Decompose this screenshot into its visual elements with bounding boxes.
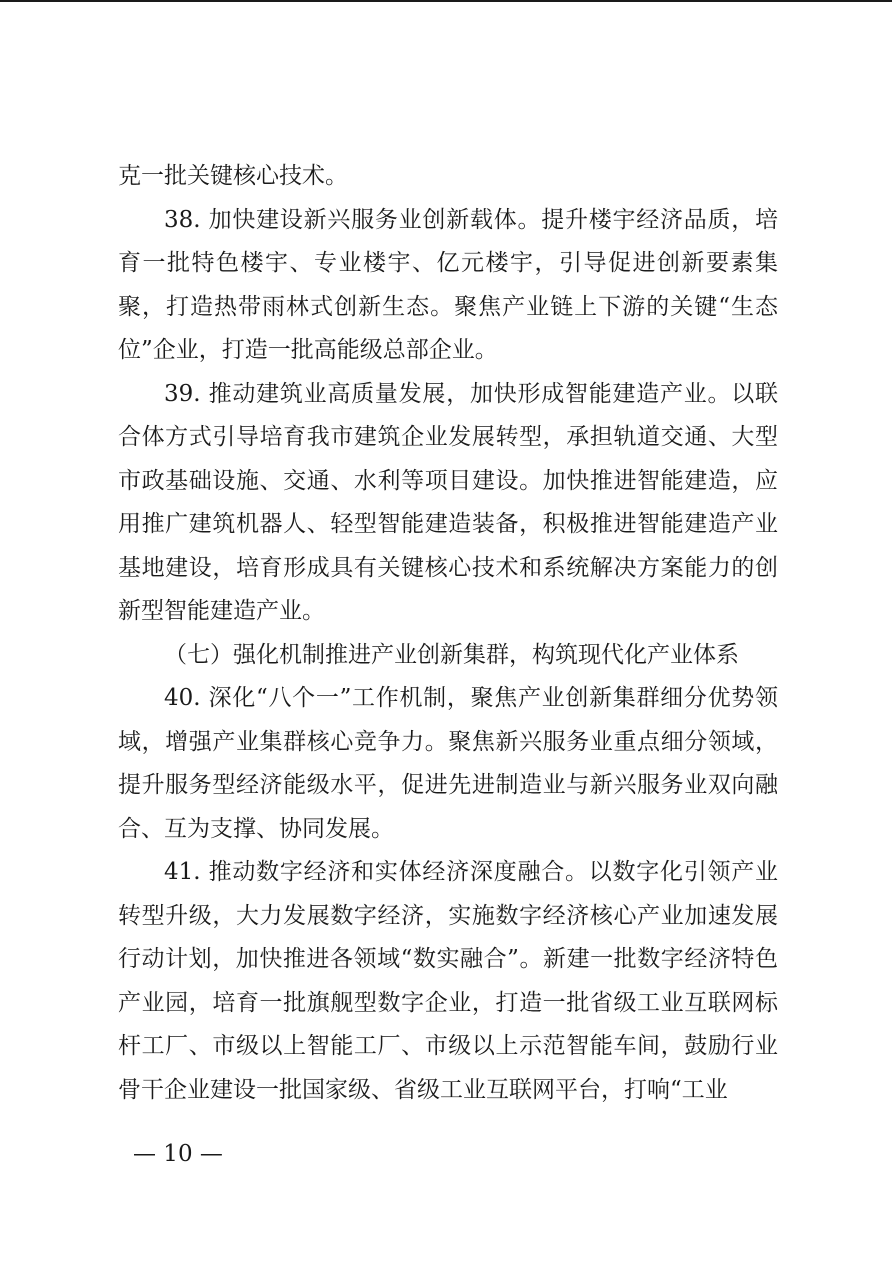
section-heading: （七）强化机制推进产业创新集群，构筑现代化产业体系 [164, 641, 739, 668]
page-number: — 10 — [133, 1141, 223, 1167]
top-border-line [0, 0, 892, 2]
paragraph-item-38: 38. 加快建设新兴服务业创新载体。提升楼宇经济品质，培育一批特色楼宇、专业楼宇、亿元楼宇，引导促进创新要素集聚，打造热带雨林式创新生态。聚焦产业链上下游的关键“生态位”企业，打造一批高能级总部企业。 [118, 206, 778, 363]
paragraph-item-39: 39. 推动建筑业高质量发展，加快形成智能建造产业。以联合体方式引导培育我市建筑企业发展转型，承担轨道交通、大型市政基础设施、交通、水利等项目建设。加快推进智能建造，应用推广建筑机器人、轻型智能建造装备，积极推进智能建造产业基地建设，培育形成具有关键核心技术和系统解决方案能力的创新型智能建造产业。 [118, 380, 778, 624]
paragraph-continuation: 克一批关键核心技术。 [118, 163, 348, 189]
paragraph-item-41: 41. 推动数字经济和实体经济深度融合。以数字化引领产业转型升级，大力发展数字经济，实施数字经济核心产业加速发展行动计划，加快推进各领域“数实融合”。新建一批数字经济特色产业园，培育一批旗舰型数字企业，打造一批省级工业互联网标杆工厂、市级以上智能工厂、市级以上示范智能车间，鼓励行业骨干企业建设一批国家级、省级工业互联网平台，打响“工业 [118, 859, 778, 1103]
paragraph-item-40: 40. 深化“八个一”工作机制，聚焦产业创新集群细分优势领域，增强产业集群核心竞争力。聚焦新兴服务业重点细分领域，提升服务型经济能级水平，促进先进制造业与新兴服务业双向融合、互为支撑、协同发展。 [118, 685, 778, 842]
document-body [118, 155, 778, 1112]
